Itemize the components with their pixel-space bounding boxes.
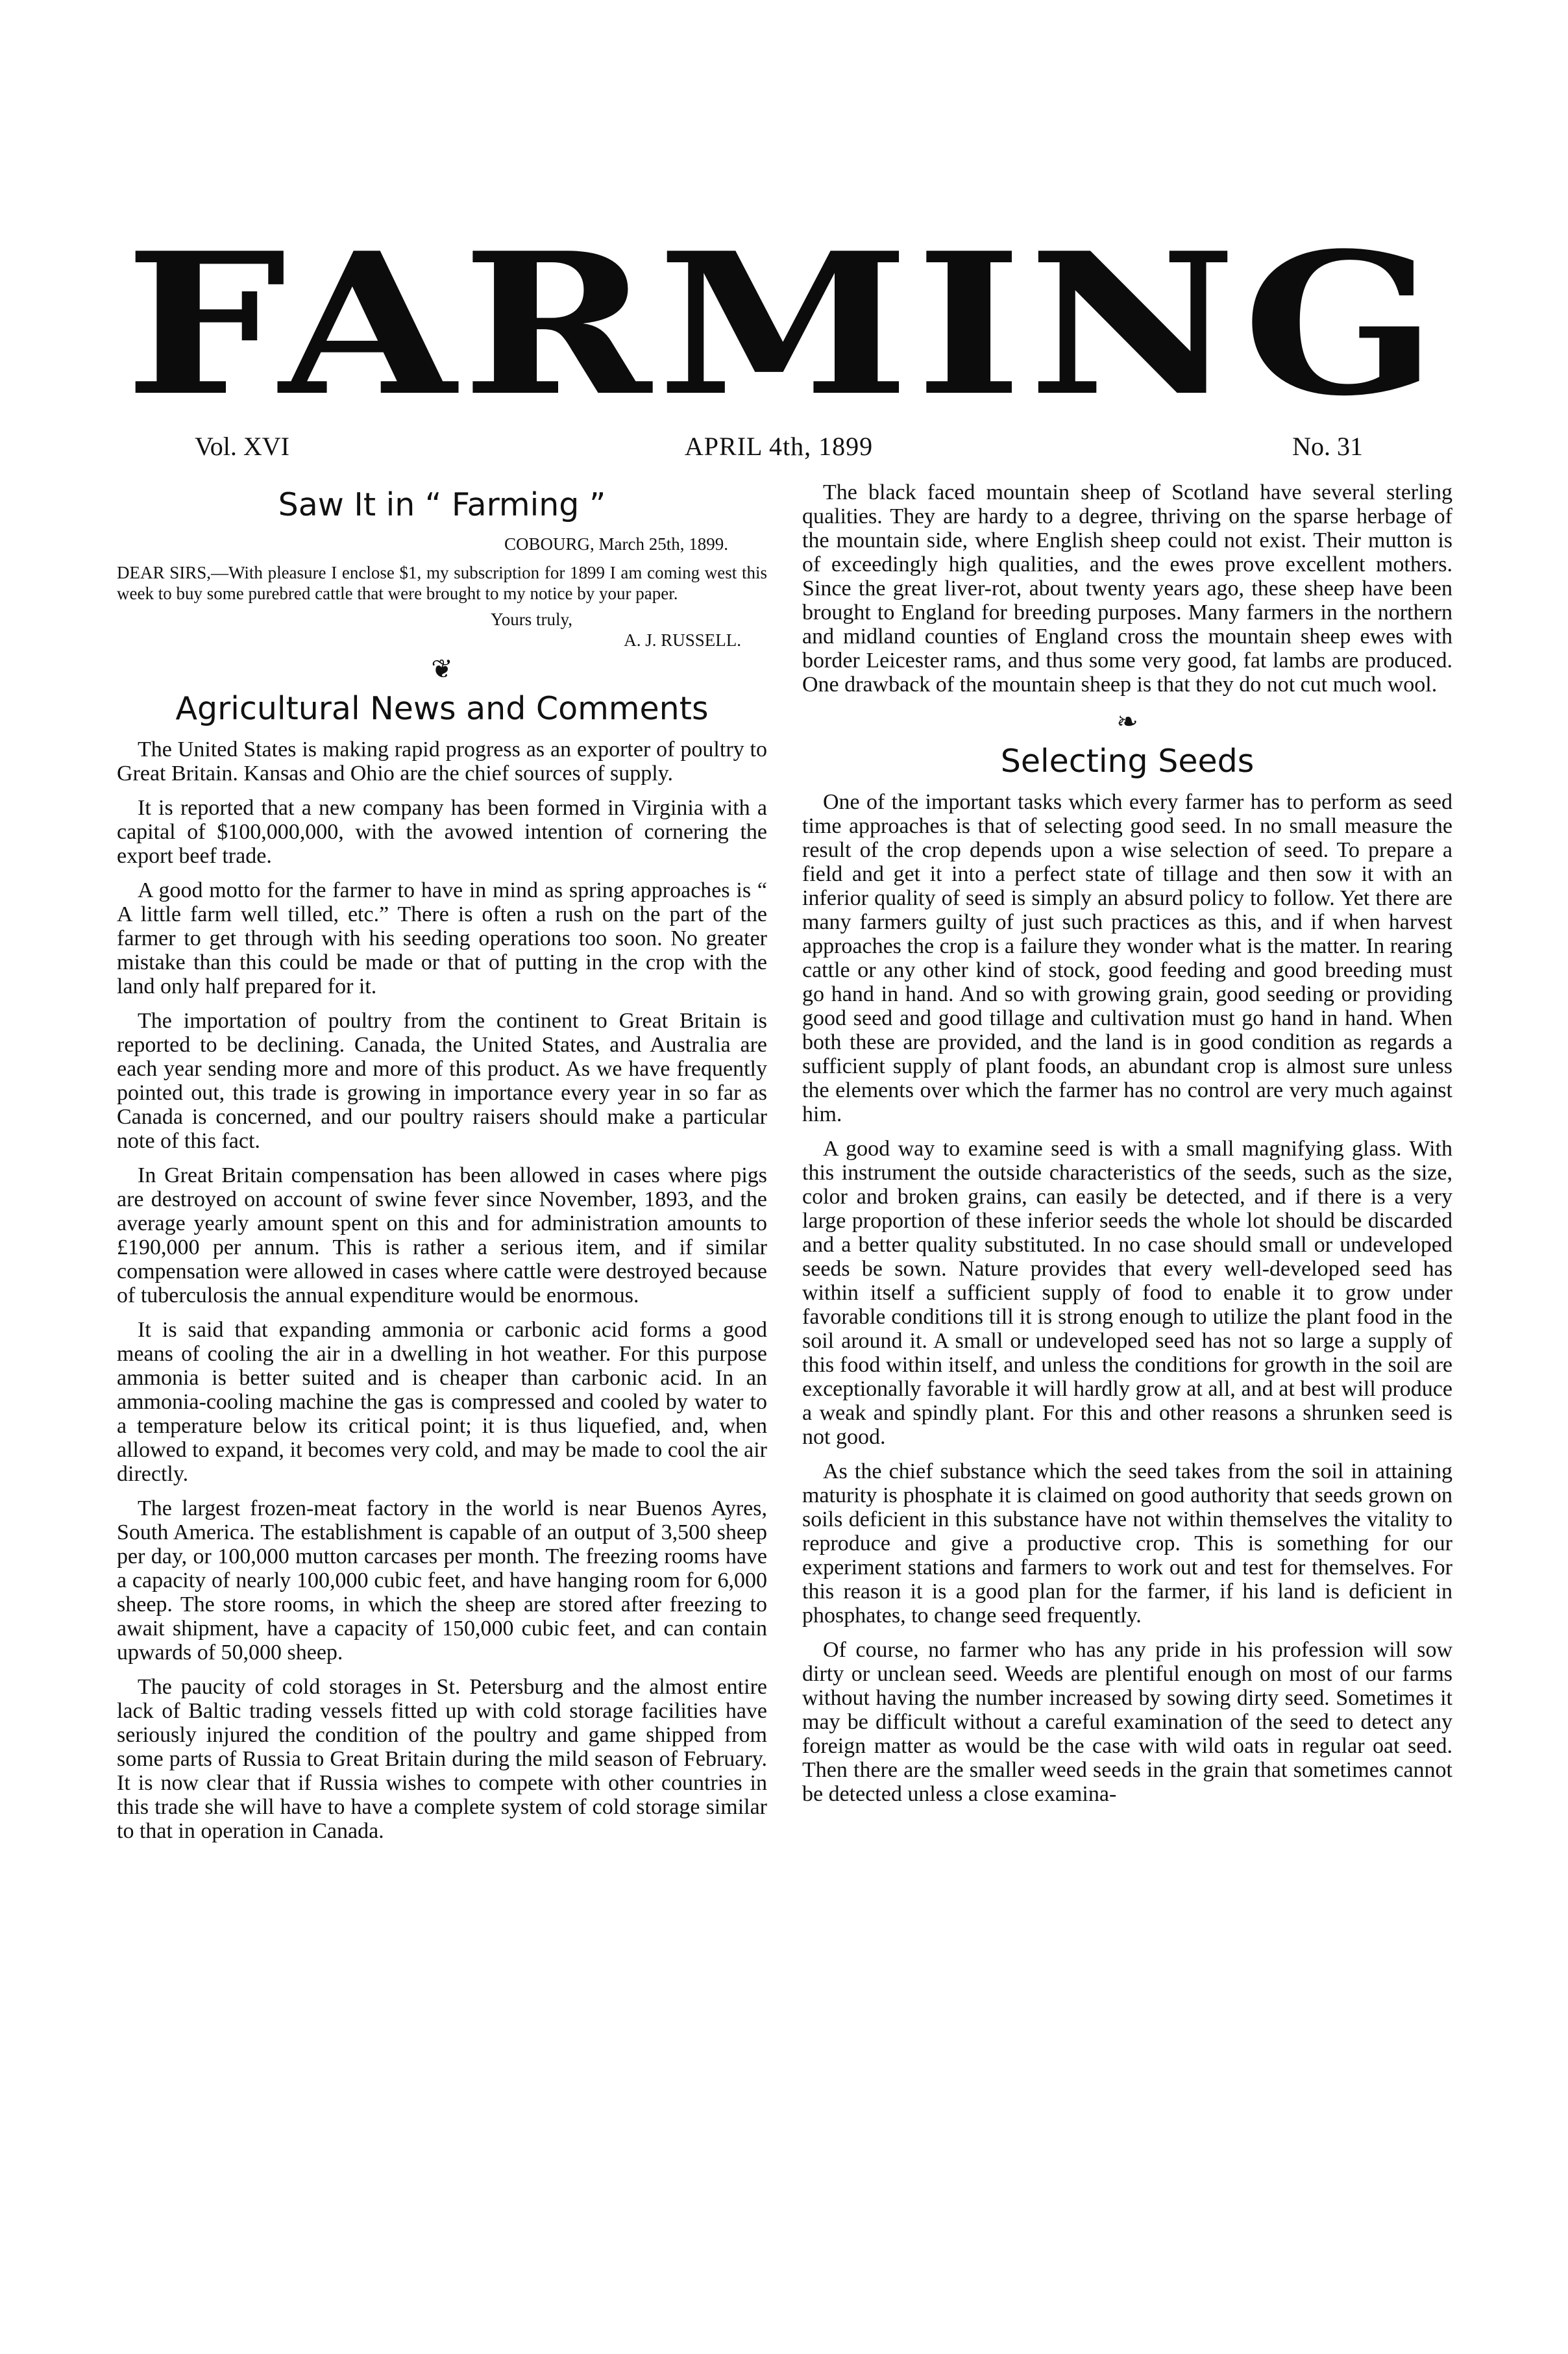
right-column — [802, 480, 1452, 1816]
letter-signature: A. J. RUSSELL. — [624, 630, 741, 650]
news-paragraph: The paucity of cold storages in St. Petersburg and the almost entire lack of Baltic trading vessels fitted up with cold storage facilities have seriously injured the condition of the poultry and game shipped from some parts of Russia to Great Britain during the mild season of February. It is now clear that if Russia wishes to compete with other countries in this trade she will have to have a complete system of cold storage similar to that in operation in Canada. — [117, 1675, 767, 1843]
news-heading: Agricultural News and Comments — [175, 690, 709, 727]
news-paragraph: The importation of poultry from the continent to Great Britain is reported to be declining. Canada, the United States, and Australia are each year sending more and more of this product. As we have frequently pointed out, this trade is growing in importance every year in so far as Canada is concerned, and our poultry raisers should make a particular note of this fact. — [117, 1009, 767, 1153]
news-paragraph: In Great Britain compensation has been allowed in cases where pigs are destroyed on account of swine fever since November, 1893, and the average yearly amount spent on this and for administration amounts to £190,000 per annum. This is rather a serious item, and if similar compensation were allowed in cases where cattle were destroyed because of tuberculosis the annual expenditure would be enormous. — [117, 1163, 767, 1307]
seeds-heading: Selecting Seeds — [1000, 743, 1255, 780]
seeds-paragraph: One of the important tasks which every farmer has to perform as seed time approaches is that of selecting good seed. In no small measure the result of the crop depends upon a wise selection of seed. To prepare a field and get it into a perfect state of tillage and then sow it with an inferior quality of seed is simply an absurd policy to follow. Yet there are many farmers guilty of just such practices as this, and if when harvest approaches the crop is a failure they wonder what is the matter. In rearing cattle or any other kind of stock, good feeding and good breeding must go hand in hand. And so with growing grain, good seeding or providing good seed and good tillage and cultivation must go hand in hand. When both these are provided, and the land is in good condition as regards a sufficient supply of plant foods, an abundant crop is almost sure unless the elements over which the farmer has no control are very much against him. — [802, 790, 1452, 1126]
letter-heading: Saw It in “ Farming ” — [278, 486, 606, 523]
news-paragraph: A good motto for the farmer to have in mind as spring approaches is “ A little farm well tilled, etc.” There is often a rush on the part of the farmer to get through with his seeding operations too soon. No greater mistake than this could be made or that of putting in the crop with the land only half prepared for it. — [117, 878, 767, 998]
seeds-paragraph: A good way to examine seed is with a small magnifying glass. With this instrument the outside characteristics of the seeds, such as the size, color and broken grains, can easily be detected, and if there is a very large proportion of these inferior seeds the whole lot should be discarded and a better quality substituted. In no case should small or undeveloped seeds be sown. Nature provides that every well-developed seed has within itself a sufficient supply of food to enable it to grow under favorable conditions till it is strong enough to utilize the plant food in the soil around it. A small or undeveloped seed has not so large a supply of this food within itself, and unless the conditions for growth in the soil are exceptionally favorable it will hardly grow at all, and at best will produce a weak and spindly plant. For this and other reasons a shrunken seed is not good. — [802, 1137, 1452, 1449]
news-paragraph: It is said that expanding ammonia or carbonic acid forms a good means of cooling the air in a dwelling in hot weather. For this purpose ammonia is better suited and is cheaper than carbonic acid. In an ammonia-cooling machine the gas is compressed and cooled by water to a temperature below its critical point; it is thus liquefied, and, when allowed to expand, it becomes very cold, and may be made to cool the air directly. — [117, 1318, 767, 1486]
issue-date: APRIL 4th, 1899 — [684, 432, 874, 461]
seeds-paragraph: As the chief substance which the seed takes from the soil in attaining maturity is phosphate it is claimed on good authority that seeds grown on soils deficient in this substance have not within themselves the vitality to reproduce and give a productive crop. This is something for our experiment stations and farmers to work out and test for themselves. For this reason it is a good plan for the farmer, if his land is deficient in phosphates, to change seed frequently. — [802, 1459, 1452, 1628]
letter-body: DEAR SIRS,—With pleasure I enclose $1, my subscription for 1899 I am coming west this week to buy some purebred cattle that were brought to my notice by your paper. — [117, 563, 767, 603]
volume-label: Vol. XVI — [195, 432, 289, 461]
news-paragraph: The largest frozen-meat factory in the world is near Buenos Ayres, South America. The establishment is capable of an output of 3,500 sheep per day, or 100,000 mutton carcases per month. The freezing rooms have a capacity of nearly 100,000 cubic feet, and have hanging room for 6,000 sheep. The store rooms, in which the sheep are stored after freezing to await shipment, have a capacity of 150,000 cubic feet, and can contain upwards of 50,000 sheep. — [117, 1496, 767, 1665]
letter-place-date: COBOURG, March 25th, 1899. — [504, 534, 728, 554]
news-paragraph: It is reported that a new company has been formed in Virginia with a capital of $100,000,000, with the avowed intention of cornering the export beef trade. — [117, 796, 767, 868]
sheep-paragraph: The black faced mountain sheep of Scotland have several sterling qualities. They are hardy to a degree, thriving on the sparse herbage of the mountain side, where English sheep could not exist. Their mutton is of exceedingly high qualities, and the ewes prove excellent mothers. Since the great liver-rot, about twenty years ago, these sheep have been brought to England for breeding purposes. Many farmers in the northern and midland counties of England cross the mountain sheep ewes with border Leicester rams, and thus some very good, fat lambs are produced. One drawback of the mountain sheep is that they do not cut much wool. — [802, 480, 1452, 697]
masthead-title: FARMING — [125, 210, 1443, 439]
seeds-paragraph: Of course, no farmer who has any pride in his profession will sow dirty or unclean seed. Weeds are plentiful enough on most of our farms without having the number increased by sowing dirty seed. Sometimes it may be difficult without a careful examination of the seed to detect any foreign matter as would be the case with wild oats in regular oat seed. Then there are the smaller weed seeds in the grain that sometimes cannot be detected unless a close examina- — [802, 1638, 1452, 1806]
ornament-icon: ❦ — [431, 654, 453, 684]
issue-number: No. 31 — [1292, 432, 1363, 461]
dateline — [195, 428, 1363, 465]
letter-closing: Yours truly, — [490, 610, 572, 629]
news-paragraph: The United States is making rapid progress as an exporter of poultry to Great Britain. Kansas and Ohio are the chief sources of supply. — [117, 737, 767, 786]
ornament-icon: ❧ — [1116, 707, 1138, 736]
left-column — [117, 480, 767, 1853]
